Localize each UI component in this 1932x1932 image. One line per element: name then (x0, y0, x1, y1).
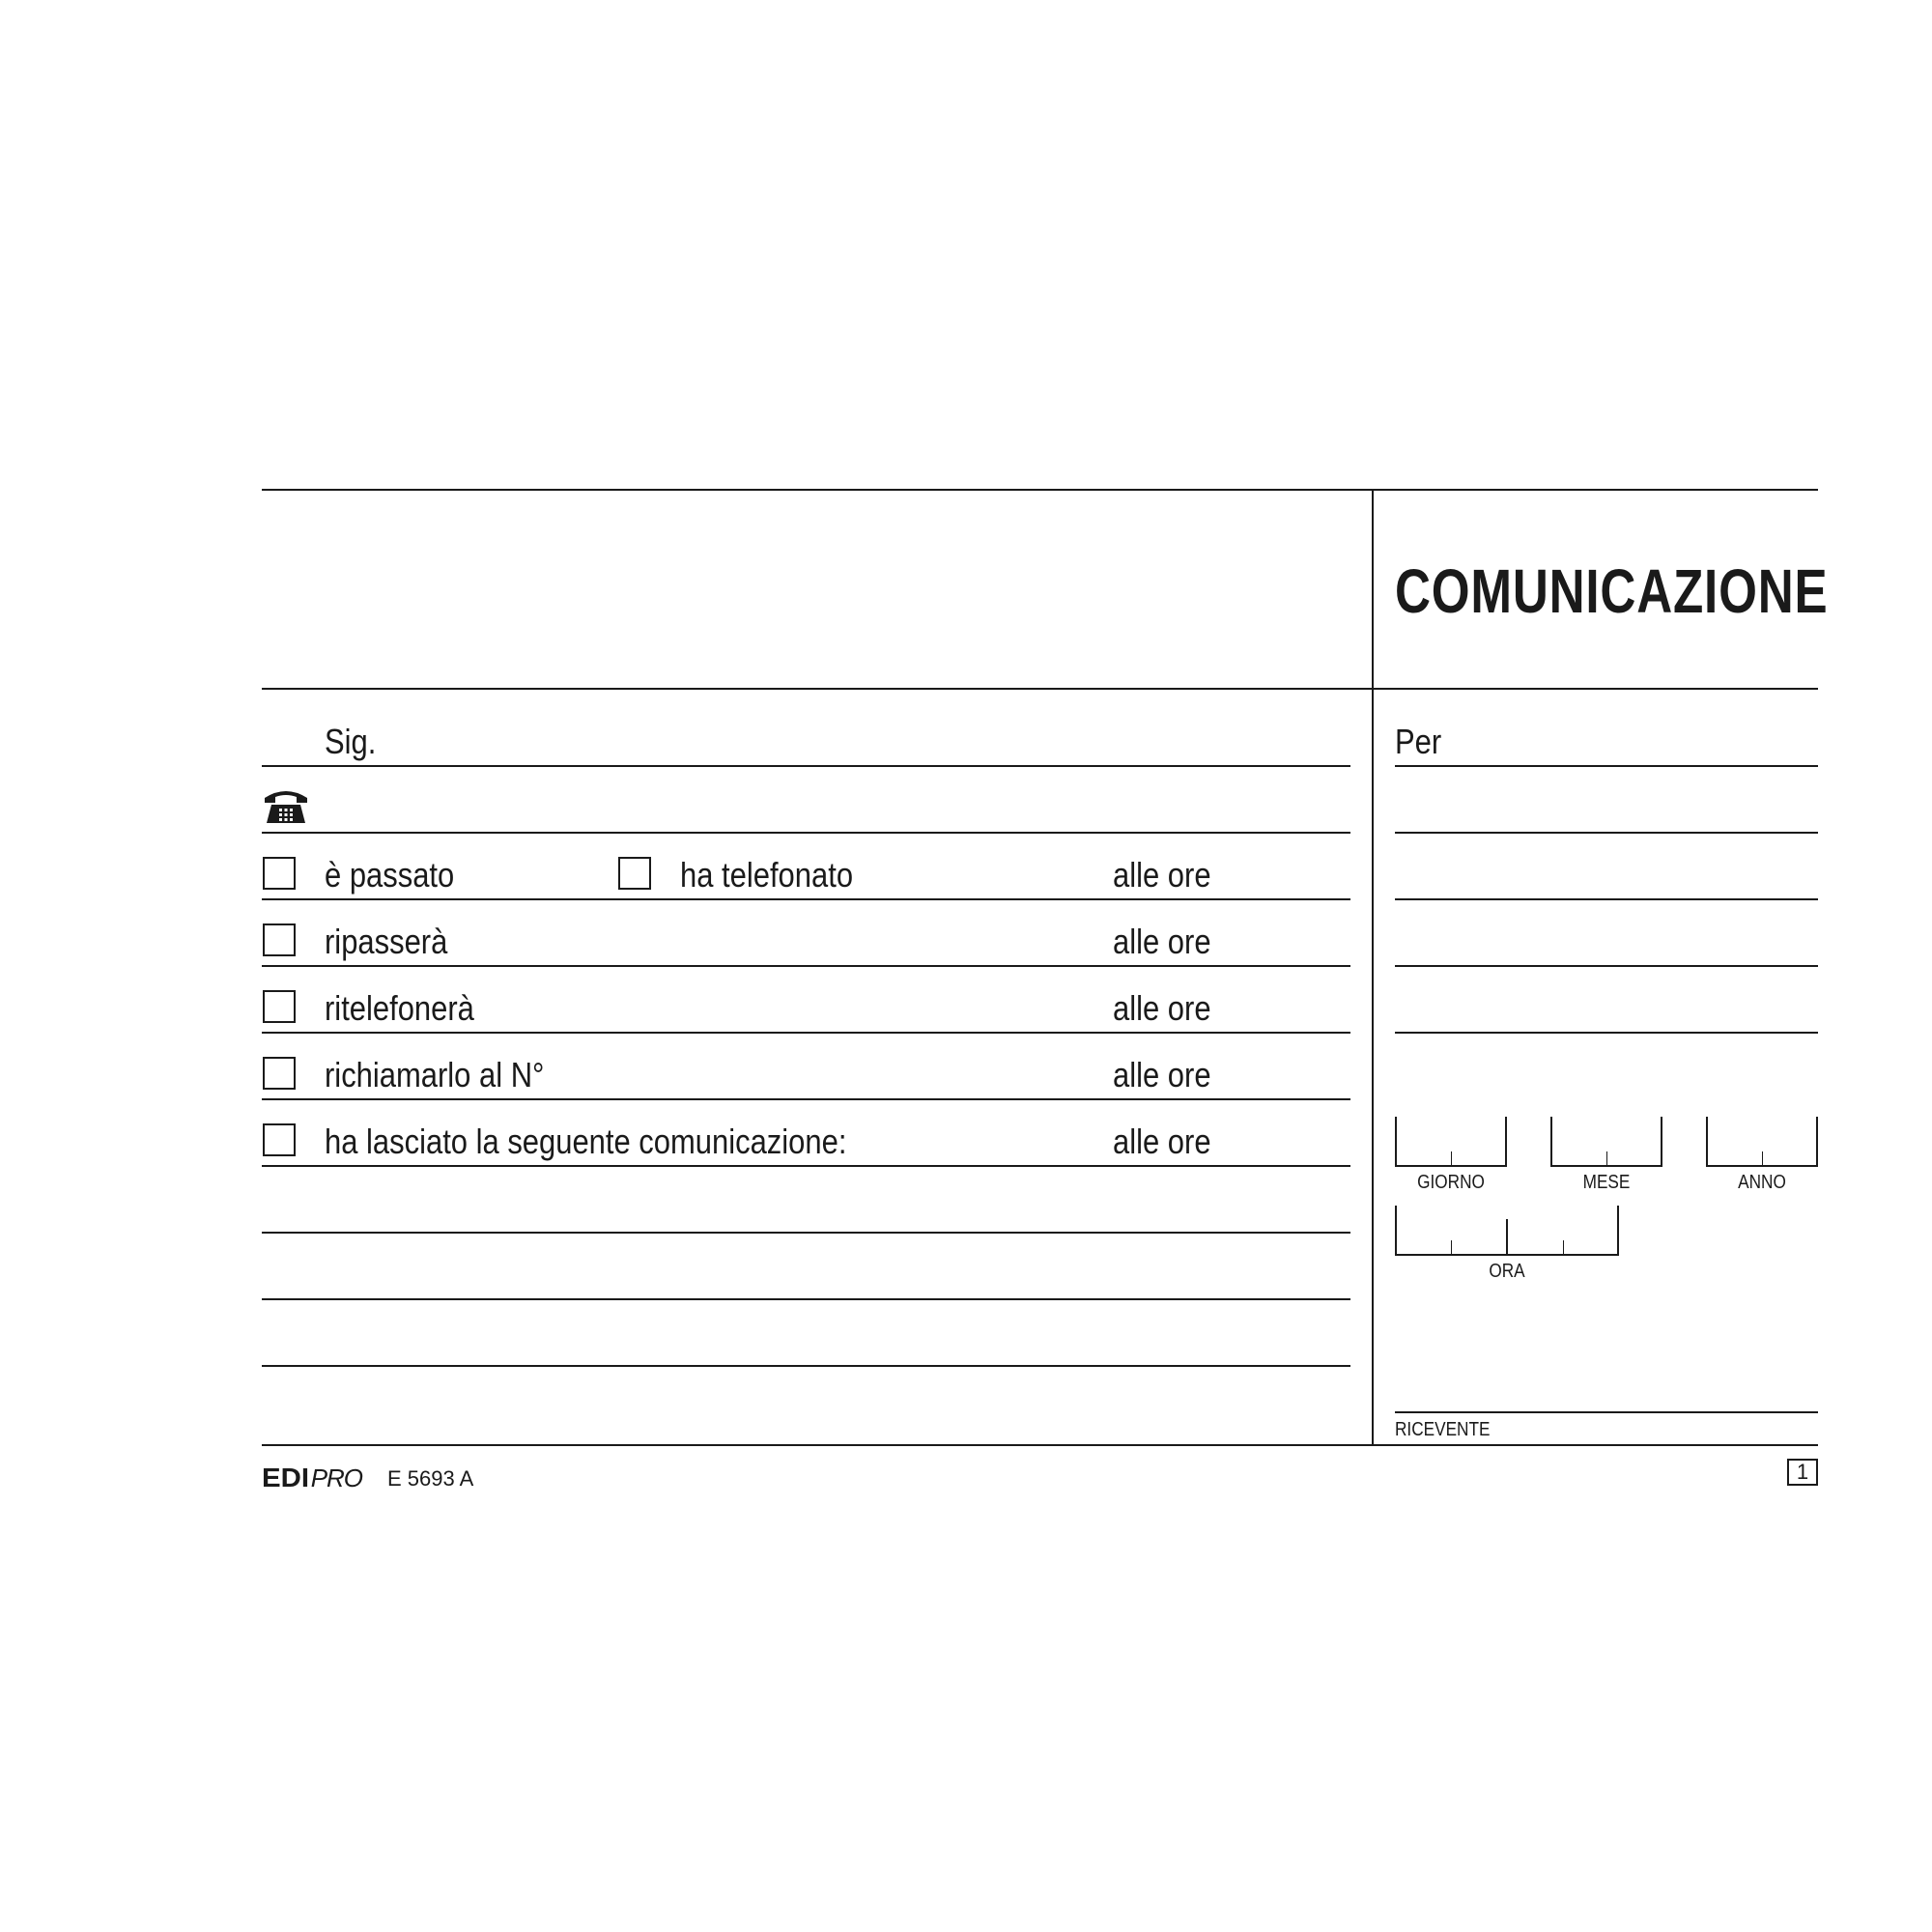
per-line-2 (1395, 832, 1818, 834)
option-line-5 (262, 1165, 1350, 1167)
option-label-call-back: richiamarlo al N° (325, 1055, 545, 1094)
time-label: alle ore (1113, 988, 1211, 1028)
message-line-3 (262, 1365, 1350, 1367)
checkbox-will-call-again[interactable] (263, 990, 296, 1023)
option-line-2 (262, 965, 1350, 967)
time-label: alle ore (1113, 1122, 1211, 1161)
checkbox-left-message[interactable] (263, 1123, 296, 1156)
sig-label: Sig. (325, 722, 377, 761)
form-title: COMUNICAZIONE (1395, 556, 1829, 626)
per-line-1 (1395, 765, 1818, 767)
option-label-passed: è passato (325, 855, 455, 895)
time-label: alle ore (1113, 1055, 1211, 1094)
receiver-label: RICEVENTE (1395, 1419, 1491, 1440)
sig-line (262, 765, 1350, 767)
checkbox-will-pass-again[interactable] (263, 923, 296, 956)
per-line-3 (1395, 898, 1818, 900)
column-divider (1372, 489, 1374, 1446)
message-line-1 (262, 1232, 1350, 1234)
brand-logo (262, 1464, 362, 1492)
time-tick-1 (1451, 1240, 1452, 1254)
time-field-label: ORA (1489, 1261, 1525, 1282)
option-label-left-message: ha lasciato la seguente comunicazione: (325, 1122, 847, 1161)
option-label-will-call-again: ritelefonerà (325, 988, 474, 1028)
checkbox-passed[interactable] (263, 857, 296, 890)
message-line-2 (262, 1298, 1350, 1300)
page-number: 1 (1787, 1459, 1818, 1486)
year-tick (1762, 1151, 1763, 1165)
per-label: Per (1395, 722, 1442, 761)
phone-line (262, 832, 1350, 834)
top-border (262, 489, 1818, 491)
day-tick (1451, 1151, 1452, 1165)
time-separator (1506, 1219, 1508, 1254)
receiver-line (1395, 1411, 1818, 1413)
option-line-1 (262, 898, 1350, 900)
brand-bold: EDI (262, 1463, 310, 1492)
option-line-4 (262, 1098, 1350, 1100)
per-line-4 (1395, 965, 1818, 967)
year-label: ANNO (1738, 1172, 1786, 1193)
month-tick (1606, 1151, 1607, 1165)
day-label: GIORNO (1417, 1172, 1485, 1193)
header-divider (262, 688, 1818, 690)
option-label-phoned: ha telefonato (680, 855, 854, 895)
time-label: alle ore (1113, 855, 1211, 895)
bottom-border (262, 1444, 1818, 1446)
telephone-icon (263, 786, 309, 825)
brand-light: PRO (310, 1463, 363, 1492)
option-line-3 (262, 1032, 1350, 1034)
month-label: MESE (1582, 1172, 1631, 1193)
form-code: E 5693 A (387, 1466, 474, 1491)
option-label-will-pass-again: ripasserà (325, 922, 448, 961)
checkbox-call-back[interactable] (263, 1057, 296, 1090)
per-line-5 (1395, 1032, 1818, 1034)
time-tick-2 (1563, 1240, 1564, 1254)
time-label: alle ore (1113, 922, 1211, 961)
checkbox-phoned[interactable] (618, 857, 651, 890)
